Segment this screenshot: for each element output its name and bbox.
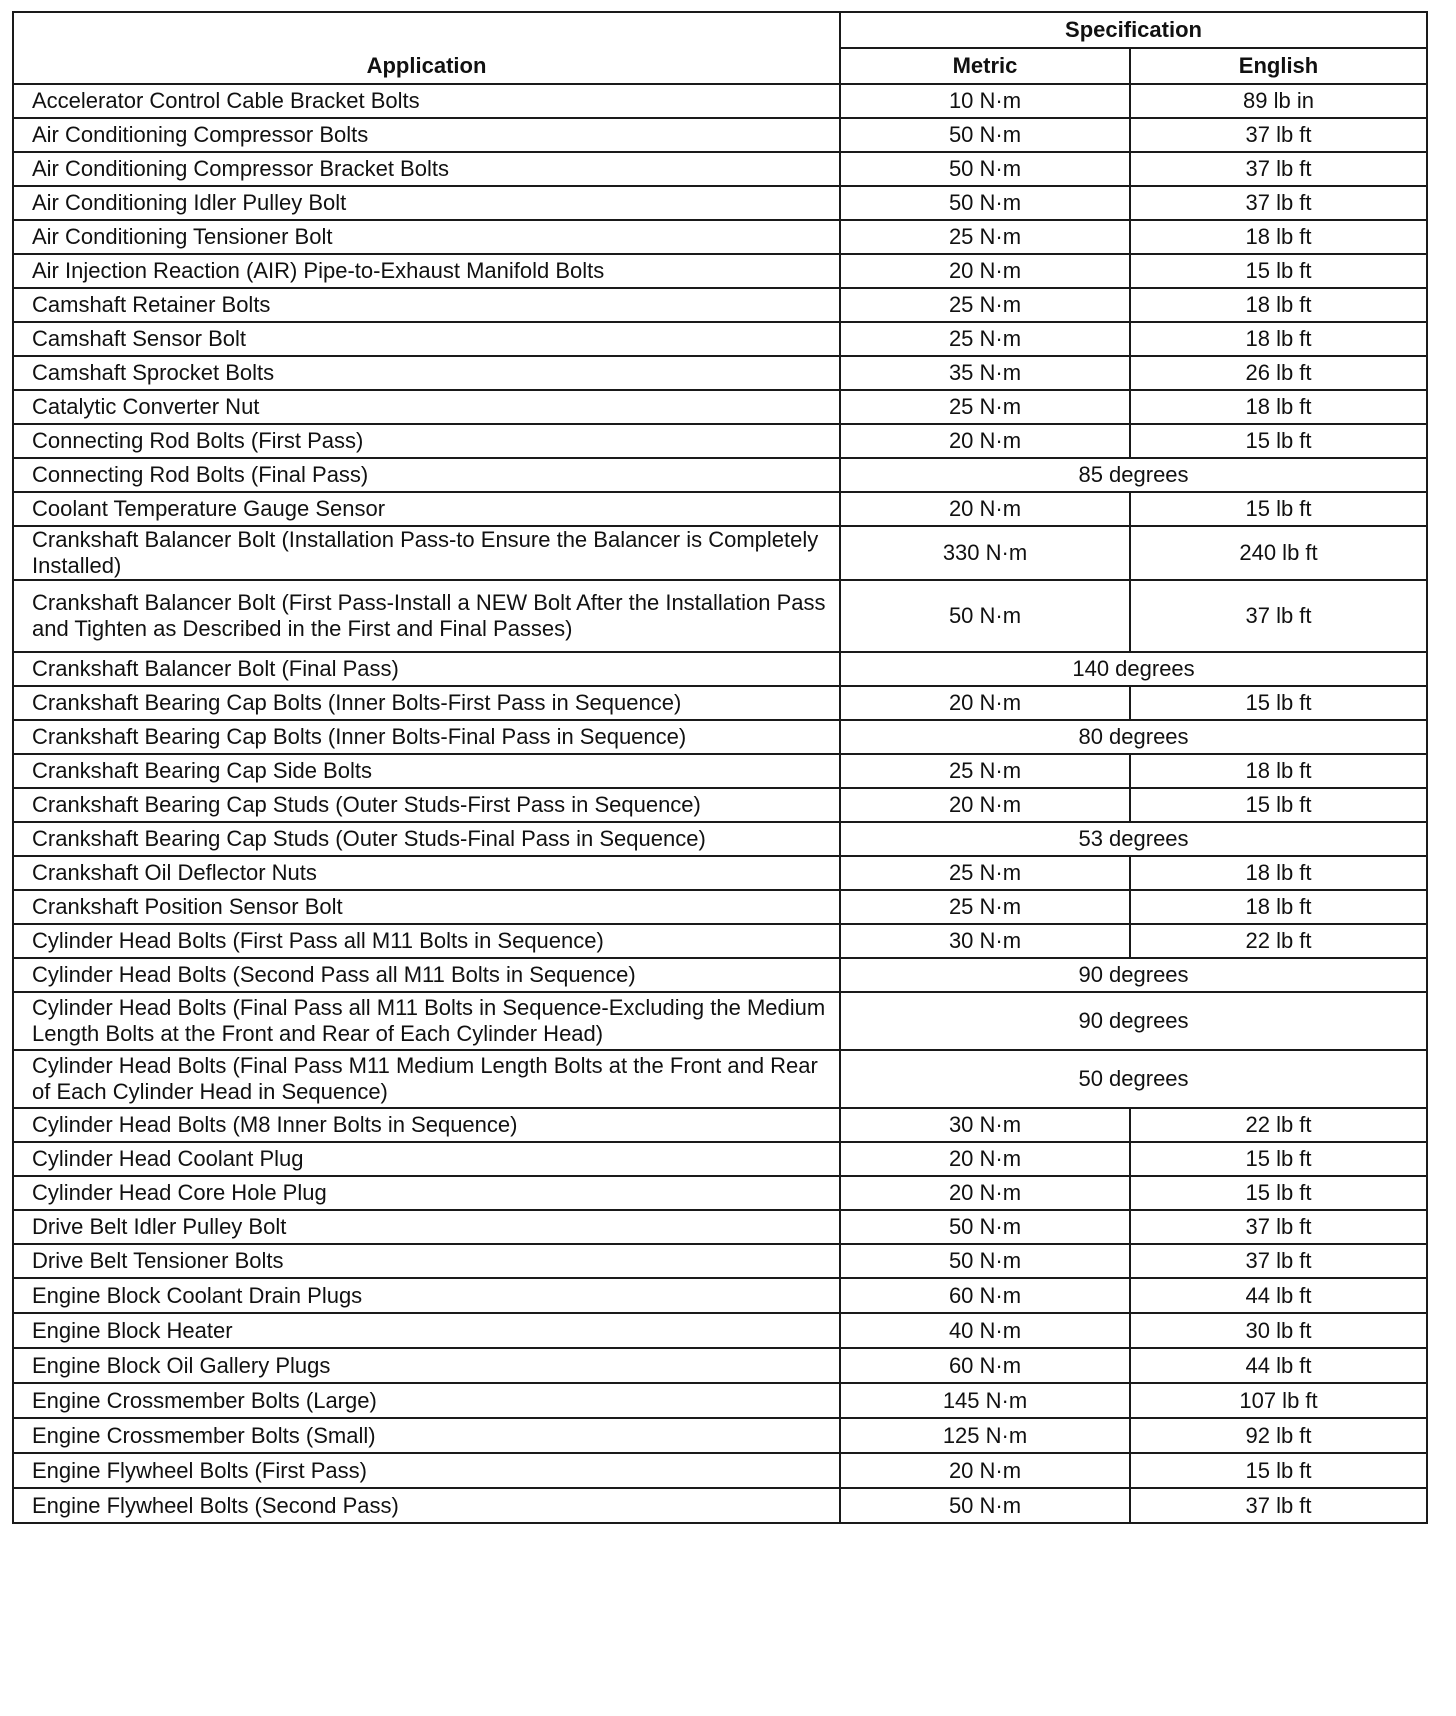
cell-application: Drive Belt Idler Pulley Bolt xyxy=(13,1210,840,1244)
table-row xyxy=(13,992,1427,1050)
cell-english: 18 lb ft xyxy=(1130,856,1427,890)
cell-specification: 140 degrees xyxy=(840,652,1427,686)
cell-application: Crankshaft Oil Deflector Nuts xyxy=(13,856,840,890)
cell-application: Air Conditioning Compressor Bracket Bolts xyxy=(13,152,840,186)
cell-metric: 35 N·m xyxy=(840,356,1130,390)
header-row-top xyxy=(13,12,1427,48)
cell-metric: 60 N·m xyxy=(840,1348,1130,1383)
cell-specification: 90 degrees xyxy=(840,958,1427,992)
cell-english: 30 lb ft xyxy=(1130,1313,1427,1348)
table-row xyxy=(13,118,1427,152)
cell-english: 15 lb ft xyxy=(1130,254,1427,288)
cell-metric: 30 N·m xyxy=(840,924,1130,958)
cell-english: 18 lb ft xyxy=(1130,322,1427,356)
cell-metric: 20 N·m xyxy=(840,788,1130,822)
cell-application: Crankshaft Balancer Bolt (Installation Pass-to Ensure the Balancer is Completely Installed) xyxy=(13,526,840,580)
table-row xyxy=(13,424,1427,458)
cell-metric: 20 N·m xyxy=(840,1453,1130,1488)
table-row xyxy=(13,1453,1427,1488)
cell-metric: 50 N·m xyxy=(840,152,1130,186)
cell-application: Air Injection Reaction (AIR) Pipe-to-Exhaust Manifold Bolts xyxy=(13,254,840,288)
header-application: Application xyxy=(13,12,840,84)
cell-english: 107 lb ft xyxy=(1130,1383,1427,1418)
cell-english: 44 lb ft xyxy=(1130,1278,1427,1313)
cell-metric: 50 N·m xyxy=(840,118,1130,152)
cell-metric: 25 N·m xyxy=(840,754,1130,788)
table-row xyxy=(13,1313,1427,1348)
table-row xyxy=(13,652,1427,686)
table-row xyxy=(13,1210,1427,1244)
table-row xyxy=(13,152,1427,186)
cell-application: Engine Flywheel Bolts (First Pass) xyxy=(13,1453,840,1488)
cell-application: Cylinder Head Core Hole Plug xyxy=(13,1176,840,1210)
cell-metric: 20 N·m xyxy=(840,1142,1130,1176)
header-metric: Metric xyxy=(840,48,1130,84)
table-row xyxy=(13,1244,1427,1278)
cell-application: Crankshaft Bearing Cap Side Bolts xyxy=(13,754,840,788)
cell-english: 15 lb ft xyxy=(1130,1176,1427,1210)
cell-english: 18 lb ft xyxy=(1130,288,1427,322)
table-row xyxy=(13,492,1427,526)
table-row xyxy=(13,788,1427,822)
cell-english: 18 lb ft xyxy=(1130,890,1427,924)
cell-metric: 50 N·m xyxy=(840,580,1130,652)
cell-metric: 50 N·m xyxy=(840,1210,1130,1244)
cell-specification: 90 degrees xyxy=(840,992,1427,1050)
table-row xyxy=(13,686,1427,720)
cell-english: 89 lb in xyxy=(1130,84,1427,118)
cell-application: Engine Block Coolant Drain Plugs xyxy=(13,1278,840,1313)
cell-english: 15 lb ft xyxy=(1130,1142,1427,1176)
cell-english: 22 lb ft xyxy=(1130,924,1427,958)
cell-specification: 80 degrees xyxy=(840,720,1427,754)
cell-english: 44 lb ft xyxy=(1130,1348,1427,1383)
cell-specification: 53 degrees xyxy=(840,822,1427,856)
cell-metric: 145 N·m xyxy=(840,1383,1130,1418)
cell-metric: 20 N·m xyxy=(840,254,1130,288)
cell-english: 15 lb ft xyxy=(1130,492,1427,526)
cell-application: Cylinder Head Bolts (Final Pass M11 Medium Length Bolts at the Front and Rear of Each Cylinder Head in Sequence) xyxy=(13,1050,840,1108)
table-row xyxy=(13,1142,1427,1176)
cell-english: 37 lb ft xyxy=(1130,1210,1427,1244)
cell-english: 37 lb ft xyxy=(1130,118,1427,152)
cell-application: Catalytic Converter Nut xyxy=(13,390,840,424)
cell-english: 15 lb ft xyxy=(1130,686,1427,720)
cell-application: Cylinder Head Bolts (M8 Inner Bolts in Sequence) xyxy=(13,1108,840,1142)
cell-application: Connecting Rod Bolts (First Pass) xyxy=(13,424,840,458)
cell-english: 37 lb ft xyxy=(1130,1244,1427,1278)
cell-english: 37 lb ft xyxy=(1130,1488,1427,1523)
table-row xyxy=(13,580,1427,652)
cell-metric: 50 N·m xyxy=(840,1488,1130,1523)
cell-metric: 25 N·m xyxy=(840,288,1130,322)
cell-metric: 20 N·m xyxy=(840,492,1130,526)
cell-application: Crankshaft Balancer Bolt (Final Pass) xyxy=(13,652,840,686)
table-row xyxy=(13,390,1427,424)
table-row xyxy=(13,1418,1427,1453)
cell-english: 22 lb ft xyxy=(1130,1108,1427,1142)
table-row xyxy=(13,84,1427,118)
cell-application: Coolant Temperature Gauge Sensor xyxy=(13,492,840,526)
cell-metric: 125 N·m xyxy=(840,1418,1130,1453)
table-row xyxy=(13,356,1427,390)
cell-english: 15 lb ft xyxy=(1130,1453,1427,1488)
cell-application: Air Conditioning Compressor Bolts xyxy=(13,118,840,152)
cell-english: 15 lb ft xyxy=(1130,424,1427,458)
table-row xyxy=(13,322,1427,356)
cell-metric: 30 N·m xyxy=(840,1108,1130,1142)
cell-english: 18 lb ft xyxy=(1130,220,1427,254)
cell-application: Cylinder Head Bolts (Final Pass all M11 Bolts in Sequence-Excluding the Medium Length Bolts at the Front and Rear of Each Cylinder Head) xyxy=(13,992,840,1050)
cell-application: Camshaft Sprocket Bolts xyxy=(13,356,840,390)
table-row xyxy=(13,1278,1427,1313)
table-row xyxy=(13,720,1427,754)
cell-english: 37 lb ft xyxy=(1130,152,1427,186)
cell-english: 26 lb ft xyxy=(1130,356,1427,390)
cell-application: Cylinder Head Bolts (Second Pass all M11 Bolts in Sequence) xyxy=(13,958,840,992)
cell-application: Air Conditioning Tensioner Bolt xyxy=(13,220,840,254)
table-row xyxy=(13,526,1427,580)
cell-english: 37 lb ft xyxy=(1130,186,1427,220)
table-row xyxy=(13,958,1427,992)
cell-application: Cylinder Head Bolts (First Pass all M11 Bolts in Sequence) xyxy=(13,924,840,958)
table-row xyxy=(13,924,1427,958)
cell-metric: 60 N·m xyxy=(840,1278,1130,1313)
cell-application: Engine Block Heater xyxy=(13,1313,840,1348)
table-body xyxy=(13,84,1427,1523)
cell-metric: 25 N·m xyxy=(840,220,1130,254)
cell-english: 92 lb ft xyxy=(1130,1418,1427,1453)
cell-english: 18 lb ft xyxy=(1130,754,1427,788)
table-row xyxy=(13,1050,1427,1108)
cell-application: Crankshaft Bearing Cap Bolts (Inner Bolts-First Pass in Sequence) xyxy=(13,686,840,720)
cell-application: Engine Crossmember Bolts (Small) xyxy=(13,1418,840,1453)
cell-metric: 20 N·m xyxy=(840,1176,1130,1210)
cell-metric: 50 N·m xyxy=(840,186,1130,220)
cell-metric: 25 N·m xyxy=(840,390,1130,424)
table-row xyxy=(13,856,1427,890)
table-row xyxy=(13,822,1427,856)
cell-metric: 25 N·m xyxy=(840,856,1130,890)
cell-metric: 50 N·m xyxy=(840,1244,1130,1278)
cell-application: Air Conditioning Idler Pulley Bolt xyxy=(13,186,840,220)
cell-metric: 25 N·m xyxy=(840,890,1130,924)
cell-metric: 330 N·m xyxy=(840,526,1130,580)
cell-application: Crankshaft Bearing Cap Bolts (Inner Bolts-Final Pass in Sequence) xyxy=(13,720,840,754)
table-row xyxy=(13,186,1427,220)
cell-metric: 20 N·m xyxy=(840,424,1130,458)
table-row xyxy=(13,458,1427,492)
table-row xyxy=(13,1176,1427,1210)
cell-specification: 50 degrees xyxy=(840,1050,1427,1108)
cell-english: 15 lb ft xyxy=(1130,788,1427,822)
cell-application: Crankshaft Position Sensor Bolt xyxy=(13,890,840,924)
cell-metric: 10 N·m xyxy=(840,84,1130,118)
cell-application: Crankshaft Bearing Cap Studs (Outer Studs-Final Pass in Sequence) xyxy=(13,822,840,856)
table-header xyxy=(13,12,1427,84)
cell-application: Camshaft Retainer Bolts xyxy=(13,288,840,322)
table-row xyxy=(13,1108,1427,1142)
cell-metric: 40 N·m xyxy=(840,1313,1130,1348)
table-row xyxy=(13,1348,1427,1383)
cell-application: Camshaft Sensor Bolt xyxy=(13,322,840,356)
cell-english: 240 lb ft xyxy=(1130,526,1427,580)
table-row xyxy=(13,1488,1427,1523)
cell-application: Engine Crossmember Bolts (Large) xyxy=(13,1383,840,1418)
table-row xyxy=(13,754,1427,788)
header-specification: Specification xyxy=(840,12,1427,48)
cell-application: Engine Flywheel Bolts (Second Pass) xyxy=(13,1488,840,1523)
table-row xyxy=(13,220,1427,254)
cell-metric: 25 N·m xyxy=(840,322,1130,356)
cell-application: Crankshaft Balancer Bolt (First Pass-Install a NEW Bolt After the Installation Pass and Tighten as Described in the First and Final Passes) xyxy=(13,580,840,652)
cell-application: Connecting Rod Bolts (Final Pass) xyxy=(13,458,840,492)
cell-specification: 85 degrees xyxy=(840,458,1427,492)
cell-english: 37 lb ft xyxy=(1130,580,1427,652)
table-row xyxy=(13,254,1427,288)
cell-application: Engine Block Oil Gallery Plugs xyxy=(13,1348,840,1383)
table-row xyxy=(13,1383,1427,1418)
cell-application: Accelerator Control Cable Bracket Bolts xyxy=(13,84,840,118)
cell-english: 18 lb ft xyxy=(1130,390,1427,424)
table-row xyxy=(13,288,1427,322)
cell-application: Drive Belt Tensioner Bolts xyxy=(13,1244,840,1278)
cell-application: Cylinder Head Coolant Plug xyxy=(13,1142,840,1176)
table-row xyxy=(13,890,1427,924)
cell-metric: 20 N·m xyxy=(840,686,1130,720)
torque-spec-table xyxy=(12,11,1428,1524)
cell-application: Crankshaft Bearing Cap Studs (Outer Studs-First Pass in Sequence) xyxy=(13,788,840,822)
header-english: English xyxy=(1130,48,1427,84)
